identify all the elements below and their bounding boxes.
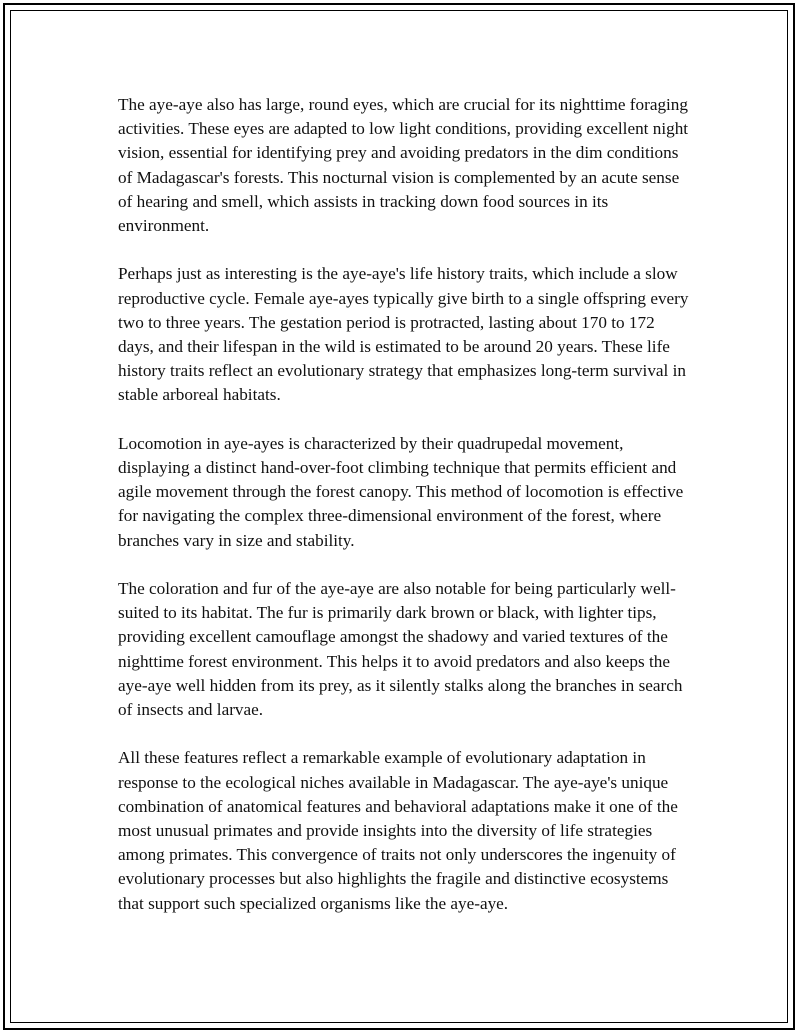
paragraph-life-history: Perhaps just as interesting is the aye-aye's life history traits, which include a slow reproductive cycle. Female aye-ayes typically give birth to a single offspring every two to three years. The gestation period is protracted, lasting about 170 to 172 days, and their lifespan in the wild is estimated to be around 20 years. These life history traits reflect an evolutionary strategy that emphasizes long-term survival in stable arboreal habitats. xyxy=(118,264,689,405)
document-body xyxy=(118,93,690,940)
paragraph-conclusion: All these features reflect a remarkable example of evolutionary adaptation in response to the ecological niches available in Madagascar. The aye-aye's unique combination of anatomical features and behavioral adaptations make it one of the most unusual primates and provide insights into the diversity of life strategies among primates. This convergence of traits not only underscores the ingenuity of evolutionary processes but also highlights the fragile and distinctive ecosystems that support such specialized organisms like the aye-aye. xyxy=(118,748,678,913)
paragraph-locomotion: Locomotion in aye-ayes is characterized by their quadrupedal movement, displaying a distinct hand-over-foot climbing technique that permits efficient and agile movement through the forest canopy. This method of locomotion is effective for navigating the complex three-dimensional environment of the forest, where branches vary in size and stability. xyxy=(118,433,684,550)
paragraph-eyes: The aye-aye also has large, round eyes, which are crucial for its nighttime foraging activities. These eyes are adapted to low light conditions, providing excellent night vision, essential for identifying prey and avoiding predators in the dim conditions of Madagascar's forests. This nocturnal vision is complemented by an acute sense of hearing and smell, which assists in tracking down food sources in its environment. xyxy=(118,95,689,236)
paragraph-coloration: The coloration and fur of the aye-aye are also notable for being particularly well-suited to its habitat. The fur is primarily dark brown or black, with lighter tips, providing excellent camouflage amongst the shadowy and varied textures of the nighttime forest environment. This helps it to avoid predators and also keeps the aye-aye well hidden from its prey, as it silently stalks along the branches in search of insects and larvae. xyxy=(118,579,683,720)
